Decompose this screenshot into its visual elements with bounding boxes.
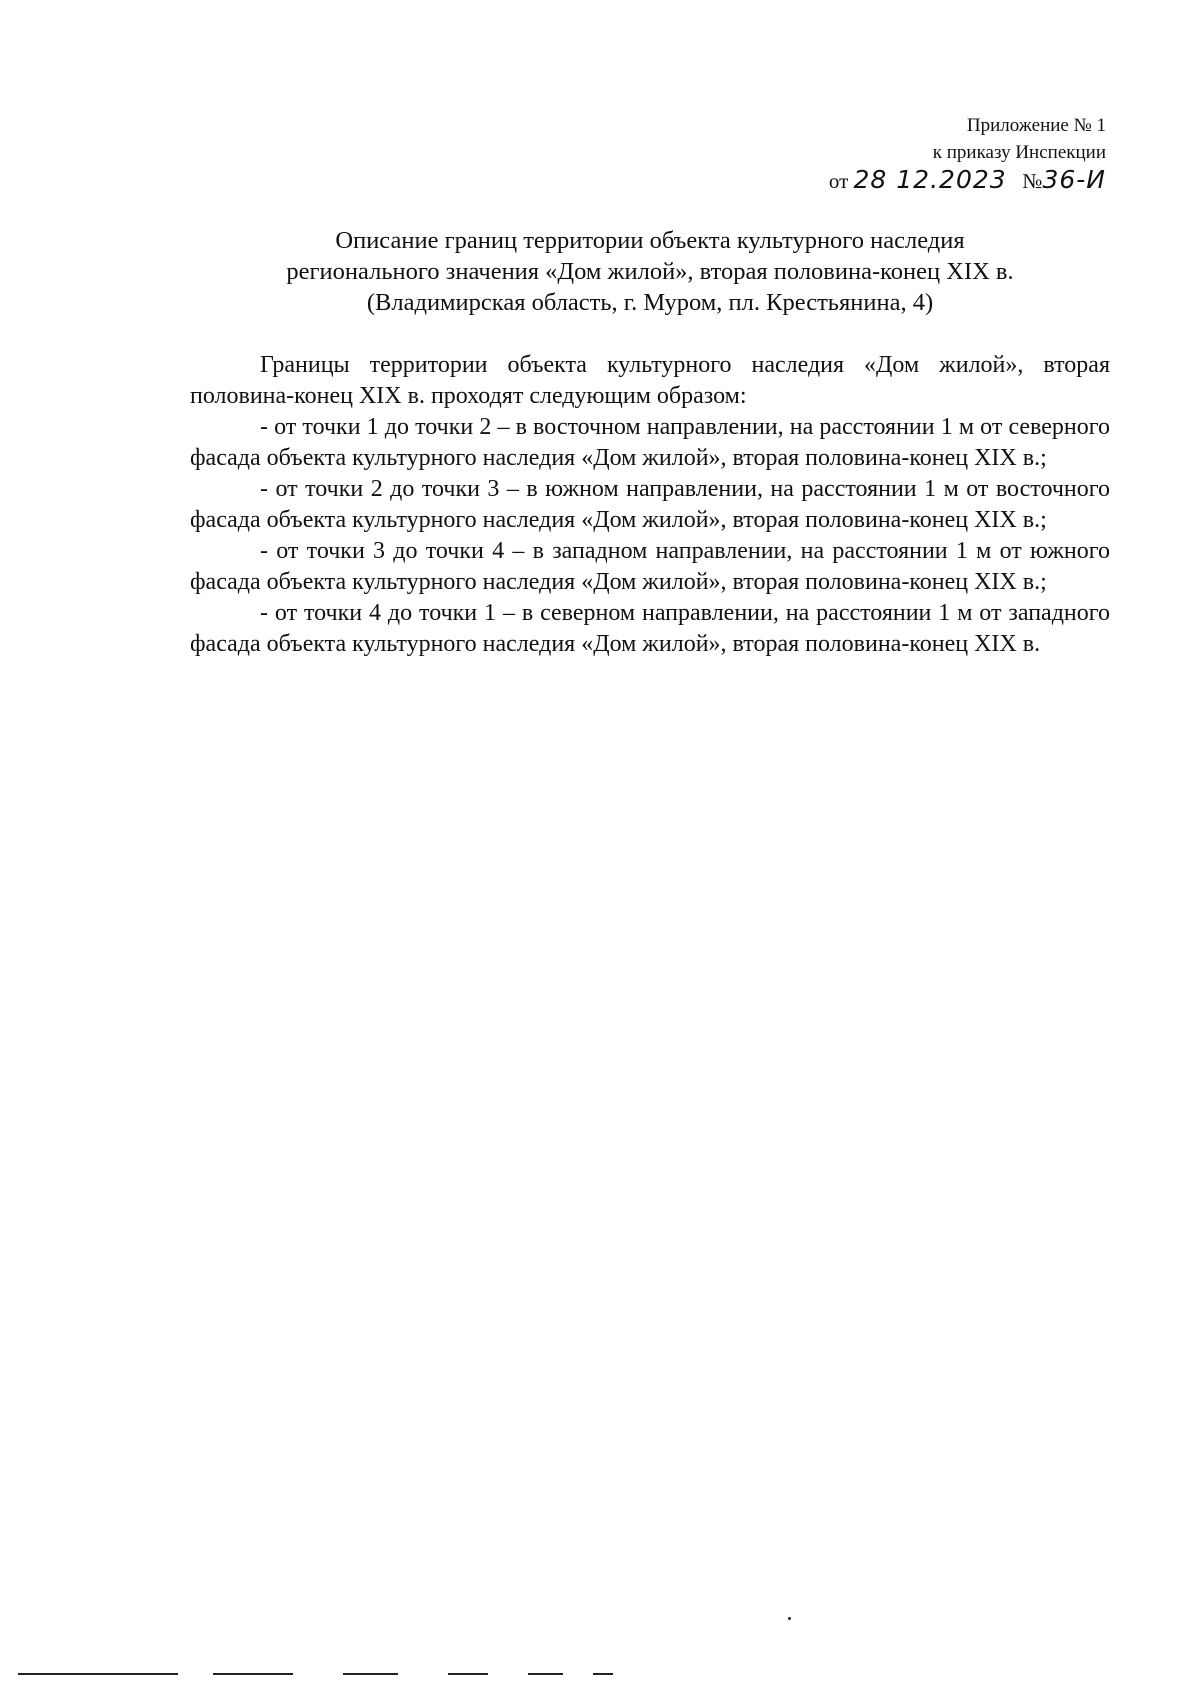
document-title — [190, 225, 1110, 318]
date-prefix: от — [828, 169, 849, 193]
intro-paragraph: Границы территории объекта культурного наследия «Дом жилой», вторая половина-конец XIX в. проходят следующим образом: — [190, 352, 1110, 409]
footer-dash — [593, 1673, 613, 1675]
title-line-3: (Владимирская область, г. Муром, пл. Крестьянина, 4) — [366, 289, 934, 316]
footer-dash — [18, 1673, 178, 1675]
number-prefix: № — [1022, 169, 1043, 193]
scan-speck — [788, 1617, 791, 1620]
boundary-item: - от точки 4 до точки 1 – в северном направлении, на расстоянии 1 м от западного фасада объекта культурного наследия «Дом жилой», вторая половина-конец XIX в. — [190, 600, 1110, 657]
appendix-label: Приложение № 1 — [966, 115, 1106, 136]
boundary-item: - от точки 1 до точки 2 – в восточном направлении, на расстоянии 1 м от северного фасада объекта культурного наследия «Дом жилой», вторая половина-конец XIX в.; — [190, 414, 1110, 471]
order-date-number — [829, 166, 1106, 195]
footer-dash — [528, 1673, 563, 1675]
handwritten-number: 36-И — [1042, 165, 1106, 194]
appendix-header — [829, 112, 1106, 195]
footer-dash — [343, 1673, 398, 1675]
footer-dash — [448, 1673, 488, 1675]
title-line-1: Описание границ территории объекта культурного наследия — [335, 227, 965, 254]
handwritten-date: 28 12.2023 — [853, 165, 1007, 194]
footer-dash — [213, 1673, 293, 1675]
title-line-2: регионального значения «Дом жилой», вторая половина-конец XIX в. — [286, 258, 1014, 285]
boundary-item: - от точки 3 до точки 4 – в западном направлении, на расстоянии 1 м от южного фасада объекта культурного наследия «Дом жилой», вторая половина-конец XIX в.; — [190, 538, 1110, 595]
order-reference: к приказу Инспекции — [932, 142, 1106, 163]
footer-dashed-rule — [18, 1673, 618, 1676]
document-body — [190, 350, 1110, 660]
boundary-item: - от точки 2 до точки 3 – в южном направлении, на расстоянии 1 м от восточного фасада объекта культурного наследия «Дом жилой», вторая половина-конец XIX в.; — [190, 476, 1110, 533]
